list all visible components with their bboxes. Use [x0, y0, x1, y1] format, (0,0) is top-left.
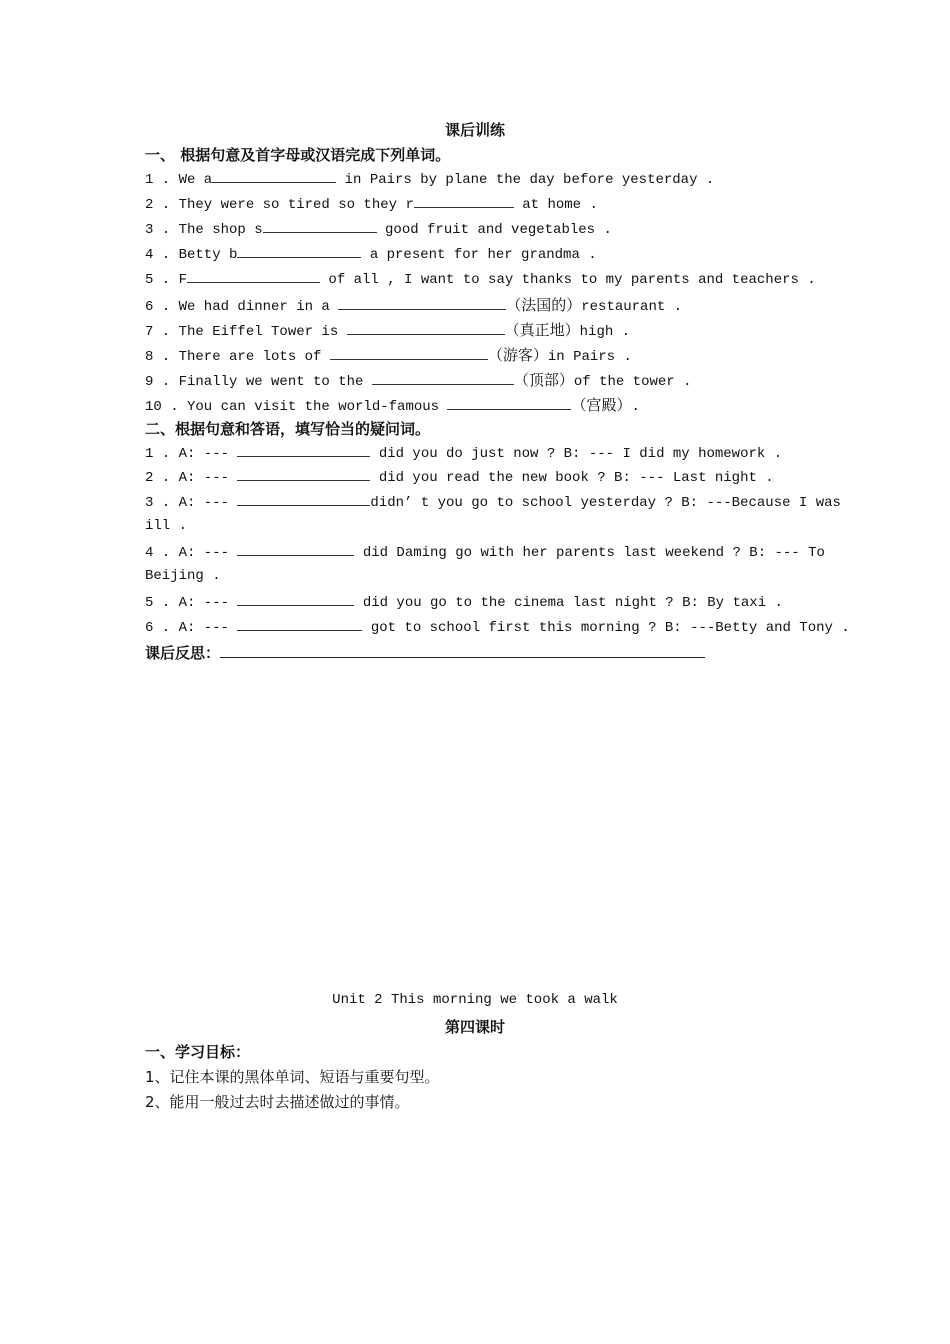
answer-blank[interactable] [263, 220, 377, 233]
answer-blank[interactable] [347, 322, 505, 335]
section2-item-1: 1 . A: --- did you do just now ? B: --- I did my homework . [145, 446, 783, 462]
section2-item-5: 5 . A: --- did you go to the cinema last night ? B: By taxi . [145, 595, 783, 611]
reflection-row [145, 642, 705, 663]
reflection-label: 课后反思： [145, 644, 221, 662]
section2-item-3-continued: ill . [145, 518, 188, 534]
answer-blank[interactable] [330, 347, 488, 360]
section2-heading: 二、根据句意和答语，填写恰当的疑问词。 [145, 420, 431, 438]
answer-blank[interactable] [237, 593, 354, 606]
answer-blank[interactable] [212, 170, 336, 183]
section1-item-4: 4 . Betty b a present for her grandma . [145, 247, 597, 263]
answer-blank[interactable] [237, 493, 370, 506]
worksheet-title: 课后训练 [444, 121, 505, 139]
answer-blank[interactable] [237, 444, 370, 457]
section1-item-8: 8 . There are lots of （游客）in Pairs . [145, 346, 632, 365]
section2-item-3: 3 . A: --- didn’ t you go to school yesterday ? B: ---Because I was [145, 495, 841, 511]
answer-blank[interactable] [237, 618, 362, 631]
goals-heading: 一、学习目标： [145, 1043, 251, 1061]
section1-heading: 一、 根据句意及首字母或汉语完成下列单词。 [145, 146, 451, 164]
section1-item-9: 9 . Finally we went to the （顶部）of the tower . [145, 371, 692, 390]
answer-blank[interactable] [237, 245, 361, 258]
section2-item-4: 4 . A: --- did Daming go with her parents last weekend ? B: --- To [145, 545, 825, 561]
reflection-blank[interactable] [220, 643, 705, 658]
section1-item-3: 3 . The shop s good fruit and vegetables . [145, 222, 612, 238]
answer-blank[interactable] [187, 270, 320, 283]
section2-item-6: 6 . A: --- got to school first this morning ? B: ---Betty and Tony . [145, 620, 850, 636]
section2-item-2: 2 . A: --- did you read the new book ? B: --- Last night . [145, 470, 774, 486]
goal-item: 2、能用一般过去时去描述做过的事情。 [145, 1093, 410, 1111]
answer-blank[interactable] [372, 372, 514, 385]
unit-title: Unit 2 This morning we took a walk [332, 992, 618, 1008]
answer-blank[interactable] [414, 195, 514, 208]
section1-item-10: 10 . You can visit the world-famous （宫殿）. [145, 396, 640, 415]
section1-item-6: 6 . We had dinner in a （法国的）restaurant . [145, 296, 683, 315]
answer-blank[interactable] [447, 397, 571, 410]
answer-blank[interactable] [237, 543, 354, 556]
section1-item-5: 5 . F of all , I want to say thanks to my parents and teachers . [145, 272, 816, 288]
answer-blank[interactable] [338, 297, 506, 310]
section1-item-1: 1 . We a in Pairs by plane the day before yesterday . [145, 172, 715, 188]
goal-item: 1、记住本课的黑体单词、短语与重要句型。 [145, 1068, 440, 1086]
lesson-title: 第四课时 [444, 1018, 505, 1036]
section2-item-4-continued: Beijing . [145, 568, 221, 584]
answer-blank[interactable] [237, 468, 370, 481]
section1-item-2: 2 . They were so tired so they r at home . [145, 197, 598, 213]
section1-item-7: 7 . The Eiffel Tower is （真正地）high . [145, 321, 631, 340]
